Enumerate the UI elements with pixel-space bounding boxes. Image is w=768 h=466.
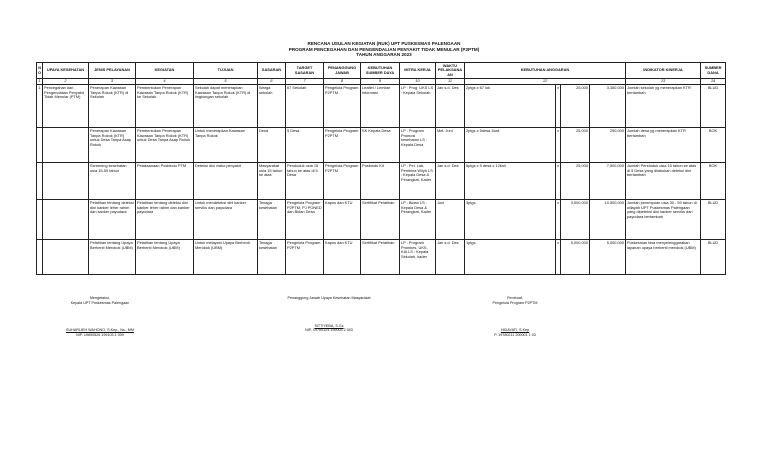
cell-calc-x: x <box>556 240 561 275</box>
cell-sasaran: Desa <box>258 128 286 163</box>
cell-jenis: Pelatihan tentang Upaya Berhenti Merokok (UBM) <box>89 240 136 275</box>
header-no: NO <box>37 63 43 79</box>
header-tujuan: TUJUAN <box>194 63 258 79</box>
cell-target: Pengelola Program P2PTM <box>286 240 324 275</box>
cell-jenis: Pelatihan tentang deteksi dini kanker leher rahim dan kanker payudara <box>89 200 136 240</box>
cell-dana: BOK <box>701 128 726 163</box>
cell-waktu: Jan s.d. Des <box>436 163 465 200</box>
signature-left <box>40 296 160 337</box>
cell-pj: Kapus dan KTU <box>324 240 361 275</box>
header-kebutuhan: KEBUTUHAN ANGGARAN <box>465 63 626 79</box>
cell-mitra: LP : Bidan LS : Kepala Desa & Perangkat, Kader <box>400 200 436 240</box>
header-row <box>37 63 726 79</box>
cell-biaya: 5,000,000 <box>590 240 626 275</box>
cell-calc-b: 25,000 <box>561 128 590 163</box>
header-sasaran: SASARAN <box>258 63 286 79</box>
table-row <box>37 163 726 200</box>
cell-sasaran: Masyarakat usia 15 tahun ke atas <box>258 163 286 200</box>
cell-kegiatan: Pembentukan Penerapan Kawasan Tanpa Rokok (KTR) untuk Desa Tanpa Asap Rokok <box>136 128 194 163</box>
cell-sasaran: Tenaga kesehatan <box>258 240 286 275</box>
cell-calc-x: x <box>556 200 561 240</box>
cell-waktu: Jan s.d. Des <box>436 85 465 128</box>
header-indikator: INDIKATOR KINERJA <box>626 63 701 79</box>
cell-sumber: SK Kepala Desa <box>361 128 400 163</box>
cell-sasaran: Warga sekolah <box>258 85 286 128</box>
table-body <box>37 85 726 275</box>
cell-upaya <box>43 200 89 240</box>
col-num: 9 <box>361 79 400 85</box>
header-waktu: WAKTU PELAKSANAAN <box>436 63 465 79</box>
cell-calc-a: 3ptgs <box>465 200 556 240</box>
cell-dana: BOK <box>701 163 726 200</box>
cell-sumber: Sertifikat Pelatihan <box>361 200 400 240</box>
col-num: 4 <box>136 79 194 85</box>
cell-jenis: Penerapan Kawasan Tanpa Rokok (KTR) untuk Desa Tanpa Asap Rokok <box>89 128 136 163</box>
cell-calc-a: 5ptgs x 5 desa x 12kali <box>465 163 556 200</box>
cell-tujuan: Untuk menerapkan Kawasan Tanpa Rokok <box>194 128 258 163</box>
title-line-1: RENCANA USULAN KEGIATAN (RUK) UPT PUSKESMAS PALENGAAN <box>307 41 461 46</box>
sig-right-name: HIDAYATI, S.Kep <box>500 328 530 333</box>
sig-right-label1: Pembuat, <box>507 296 523 300</box>
ruk-table <box>36 62 726 275</box>
cell-tujuan: Untuk melayani Upaya Berhenti Merokok (UBM) <box>194 240 258 275</box>
cell-indikator: Jumlah sekolah yg menerapkan KTR bertambah <box>626 85 701 128</box>
cell-upaya <box>43 240 89 275</box>
sig-right-nip: P. 19780211 200001 1 03 <box>494 332 536 337</box>
col-num: 10 <box>400 79 436 85</box>
cell-calc-b: 3,500,000 <box>561 200 590 240</box>
cell-calc-x: x <box>556 163 561 200</box>
cell-upaya: Pencegahan dan Pengendalian Penyakit Tidak Menular (PTM) <box>43 85 89 128</box>
title-line-2: PROGRAM PENCEGAHAN DAN PENGENDALIAN PENYAKIT TIDAK MENULAR (P2PTM) <box>288 46 480 52</box>
cell-kegiatan: Pelatihan tentang deteksi dini kanker leher rahim dan kanker payudara <box>136 200 194 240</box>
cell-kegiatan: Pelaksanaan Posbindu PTM <box>136 163 194 200</box>
cell-target: 67 Sekolah <box>286 85 324 128</box>
cell-upaya <box>43 128 89 163</box>
cell-jenis: Screening kesehatan usia 15-59 tahun <box>89 163 136 200</box>
col-num: 5 <box>194 79 258 85</box>
cell-target: Penduduk usia 15 tahun ke atas di 5 Desa <box>286 163 324 200</box>
table-row <box>37 128 726 163</box>
cell-mitra: LP : Pel. Lab, Pembina Wilyh LS : Kepala Desa & Perangkat, Kader <box>400 163 436 200</box>
cell-target: Pengelola Program P2PTM, PJ PONED dan Bidan Desa <box>286 200 324 240</box>
cell-no: 1 <box>37 85 43 128</box>
signature-center <box>254 296 404 333</box>
cell-biaya: 3,350,000 <box>590 85 626 128</box>
col-num: 12 <box>465 79 626 85</box>
cell-tujuan: Deteksi dini risiko penyakit <box>194 163 258 200</box>
cell-mitra: LP : Program Promkes, UKS, KIA LS : Kepala Sekolah, kader <box>400 240 436 275</box>
cell-indikator: Jumlah Penduduk usia 15 tahun ke atas di 5 Desa yang dilakukan deteksi dini bertambah <box>626 163 701 200</box>
sig-left-nip: NIP. 19690526 199103 1 009 <box>76 332 124 337</box>
col-num: 14 <box>701 79 726 85</box>
col-num: 11 <box>436 79 465 85</box>
table-row <box>37 200 726 240</box>
header-sumber: KEBUTUHAN SUMBER DAYA <box>361 63 400 79</box>
cell-calc-a: 2ptgs x 5desa 1kali <box>465 128 556 163</box>
cell-tujuan: Untuk mendeteksi dini kanker serviks dan payudara <box>194 200 258 240</box>
cell-mitra: LP : Prog. UKS LS : Kepala Sekolah <box>400 85 436 128</box>
col-num: 7 <box>286 79 324 85</box>
title-line-3: TAHUN ANGGARAN 2023 <box>356 52 412 58</box>
sig-left-label1: Mengetahui, <box>89 296 111 300</box>
cell-calc-x: x <box>556 85 561 128</box>
cell-biaya: 7,500,000 <box>590 163 626 200</box>
cell-calc-x: x <box>556 128 561 163</box>
cell-waktu: Mei, Juni <box>436 128 465 163</box>
header-mitra: MITRA KERJA <box>400 63 436 79</box>
cell-pj: Pengelola Program P2PTM <box>324 163 361 200</box>
cell-biaya: 10,500,000 <box>590 200 626 240</box>
document-title <box>0 41 768 58</box>
cell-waktu: Juni <box>436 200 465 240</box>
col-num: 1 <box>38 78 41 84</box>
cell-kegiatan: Pembentukan Penerapan Kawasan Tanpa Rokok (KTR) ke Sekolah <box>136 85 194 128</box>
sig-left-name: SUHARLIEH WAHONO, S.Kep., Ns., MM <box>66 328 134 333</box>
col-num: 13 <box>626 79 701 85</box>
col-num: 3 <box>89 79 136 85</box>
cell-indikator: Puskesmas bisa menyelenggarakan layanan upaya berhenti merokok (UBM) <box>626 240 701 275</box>
cell-calc-b: 5,000,000 <box>561 240 590 275</box>
cell-upaya <box>43 163 89 200</box>
table-row <box>37 240 726 275</box>
cell-calc-b: 25,000 <box>561 163 590 200</box>
cell-indikator: Jumlah perempuan usia 30 - 50 tahun di wilayah UPT Puskesmas Palengaan yang dideteksi dini kanker serviks dan payudara bertambah <box>626 200 701 240</box>
cell-biaya: 250,000 <box>590 128 626 163</box>
sig-left-label2: Kepala UPT Puskesmas Palengaan <box>70 300 130 305</box>
cell-sumber: Sertifikat Pelatihan <box>361 240 400 275</box>
signature-right <box>460 296 570 337</box>
cell-sasaran: Tenaga kesehatan <box>258 200 286 240</box>
header-kegiatan: KEGIATAN <box>136 63 194 79</box>
header-jenis: JENIS PELAYANAN <box>89 63 136 79</box>
header-upaya: UPAYA KESEHATAN <box>43 63 89 79</box>
cell-calc-b: 25,000 <box>561 85 590 128</box>
cell-pj: Pengelola Program P2PTM <box>324 128 361 163</box>
header-target: TARGET SASARAN <box>286 63 324 79</box>
sig-center-name: SITTIYEBA, S.Gz <box>314 323 344 328</box>
cell-sumber: Posbindu Kit <box>361 163 400 200</box>
cell-dana: BLUD <box>701 200 726 240</box>
cell-calc-a: 2ptgs x 67 lok <box>465 85 556 128</box>
cell-jenis: Penerapan Kawasan Tanpa Rokok (KTR) di Sekolah <box>89 85 136 128</box>
sig-center-label2: Penanggung Jawab Upaya Kesehatan Masyarakat <box>287 296 371 300</box>
cell-kegiatan: Pelatihan tentang Upaya Berhenti Merokok (UBM) <box>136 240 194 275</box>
header-dana: SUMBER DANA <box>701 63 726 79</box>
col-num: 2 <box>43 79 89 85</box>
cell-calc-a: 1ptgs <box>465 240 556 275</box>
col-num: 8 <box>324 79 361 85</box>
cell-tujuan: Sekolah dapat menerapkan Kawasan Tanpa Rokok (KTR) di lingkungan sekolah <box>194 85 258 128</box>
cell-target: 5 Desa <box>286 128 324 163</box>
cell-waktu: Jan s.d. Des <box>436 240 465 275</box>
col-num: 6 <box>258 79 286 85</box>
cell-pj: Pengelola Program P2PTM <box>324 85 361 128</box>
cell-dana: BLUD <box>701 240 726 275</box>
cell-mitra: LP : Program Promosi kesehatan LS : Kepala Desa <box>400 128 436 163</box>
cell-sumber: Leaflet / Lembar informasi <box>361 85 400 128</box>
sig-right-label2: Pengelola Program P2PTM <box>492 300 538 305</box>
cell-pj: Kapus dan KTU <box>324 200 361 240</box>
table-row <box>37 85 726 128</box>
sig-center-nip: NIP. 19700124 199003 2 003 <box>305 328 353 333</box>
header-pj: PENANGGUNG JAWAB <box>324 63 361 79</box>
cell-dana: BLUD <box>701 85 726 128</box>
cell-indikator: Jumlah desa yg menerapkan KTR bertambah <box>626 128 701 163</box>
